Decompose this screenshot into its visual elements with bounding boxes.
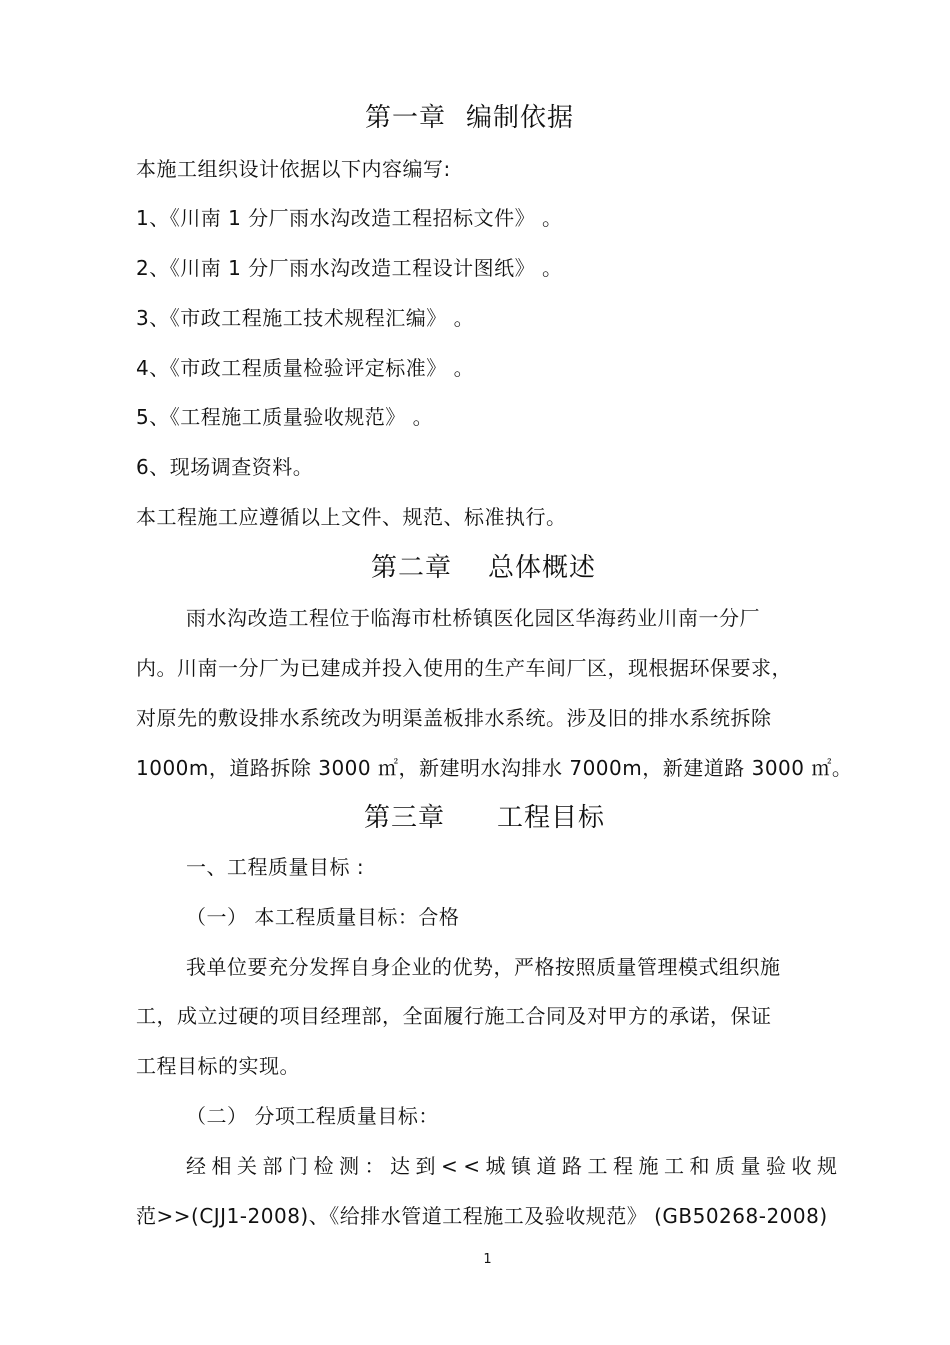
subsection-1: （一） 本工程质量目标：合格: [186, 905, 460, 929]
basis-item-2: 2、《川南 1 分厂雨水沟改造工程设计图纸》 。: [136, 256, 563, 280]
chapter-1-number: 第一章: [365, 103, 447, 133]
paragraph-1-line-2: 工，成立过硬的项目经理部，全面履行施工合同及对甲方的承诺，保证: [136, 1004, 772, 1028]
paragraph-1-line-1: 我单位要充分发挥自身企业的优势，严格按照质量管理模式组织施: [186, 955, 781, 979]
chapter-1-closing: 本工程施工应遵循以上文件、规范、标准执行。: [136, 505, 567, 529]
chapter-2-title: 总体概述: [488, 553, 597, 583]
chapter-2-heading: [371, 551, 596, 585]
overview-line-4: 1000m，道路拆除 3000 ㎡，新建明水沟排水 7000m，新建道路 3000 ㎡。: [136, 756, 853, 780]
overview-line-2: 内。川南一分厂为已建成并投入使用的生产车间厂区，现根据环保要求，: [136, 656, 792, 680]
section-quality-goal: 一、工程质量目标 :: [186, 855, 365, 879]
chapter-1-intro: 本施工组织设计依据以下内容编写:: [136, 157, 451, 181]
basis-item-4: 4、《市政工程质量检验评定标准》 。: [136, 356, 475, 380]
chapter-3-heading: [364, 801, 605, 835]
overview-line-1: 雨水沟改造工程位于临海市杜桥镇医化园区华海药业川南一分厂: [186, 606, 760, 630]
chapter-1-heading: [365, 101, 574, 135]
chapter-3-number: 第三章: [364, 803, 446, 833]
subsection-2: （二） 分项工程质量目标：: [186, 1104, 439, 1128]
page-number: 1: [483, 1252, 492, 1267]
paragraph-2-line-1: 经相关部门检测：达到<<城镇道路工程施工和质量验收规: [186, 1154, 843, 1178]
basis-item-1: 1、《川南 1 分厂雨水沟改造工程招标文件》 。: [136, 206, 563, 230]
paragraph-2-line-2: 范>>(CJJ1-2008)、《给排水管道工程施工及验收规范》 (GB50268-2008): [136, 1204, 828, 1228]
basis-item-3: 3、《市政工程施工技术规程汇编》 。: [136, 306, 475, 330]
basis-item-5: 5、《工程施工质量验收规范》 。: [136, 405, 434, 429]
paragraph-1-line-3: 工程目标的实现。: [136, 1054, 300, 1078]
chapter-2-number: 第二章: [371, 553, 453, 583]
overview-line-3: 对原先的敷设排水系统改为明渠盖板排水系统。涉及旧的排水系统拆除: [136, 706, 772, 730]
basis-item-6: 6、现场调查资料。: [136, 455, 314, 479]
chapter-3-title: 工程目标: [497, 803, 606, 833]
chapter-1-title: 编制依据: [466, 103, 575, 133]
